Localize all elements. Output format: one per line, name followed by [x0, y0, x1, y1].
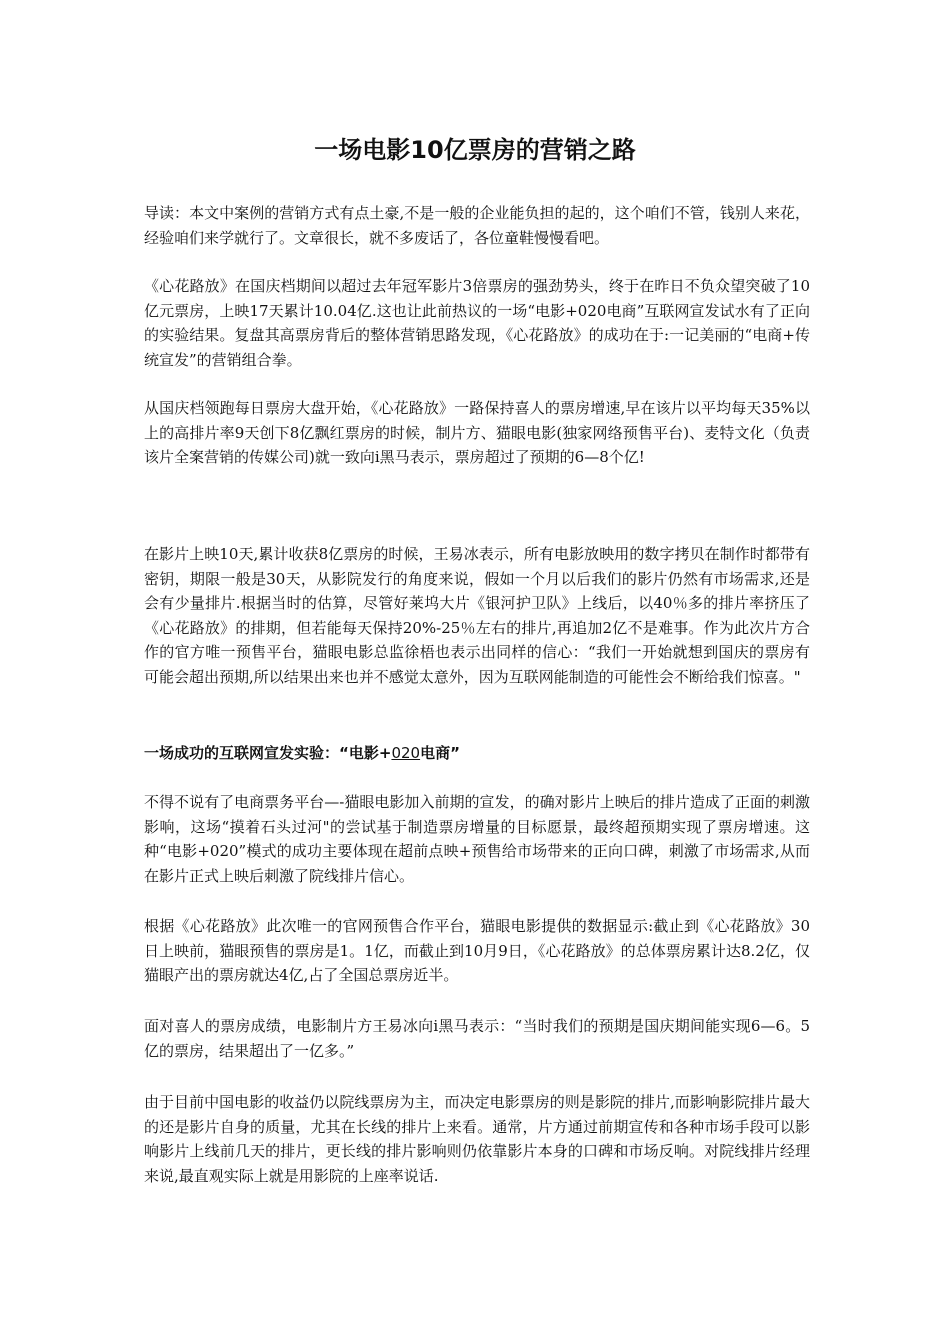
section-heading-prefix: 一场成功的互联网宣发实验：“电影+	[144, 744, 392, 762]
paragraph-7: 由于目前中国电影的收益仍以院线票房为主，而决定电影票房的则是影院的排片,而影响影院排片最大的还是影片自身的质量，尤其在长线的排片上来看。通常，片方通过前期宣传和各种市场手段可以影响影片上线前几天的排片，更长线的排片影响则仍依靠影片本身的口碑和市场反响。对院线排片经理来说,最直观实际上就是用影院的上座率说话.	[144, 1093, 810, 1185]
paragraph-2: 从国庆档领跑每日票房大盘开始，《心花路放》一路保持喜人的票房增速,早在该片以平均每天35%以上的高排片率9天创下8亿飘红票房的时候，制片方、猫眼电影(独家网络预售平台)、麦特文化（负责该片全案营销的传媒公司)就一致向i黑马表示，票房超过了预期的6—8个亿!	[144, 399, 810, 466]
document-title: 一场电影10亿票房的营销之路	[314, 136, 636, 164]
section-heading-suffix: 电商”	[420, 744, 460, 762]
paragraph-1: 《心花路放》在国庆档期间以超过去年冠军影片3倍票房的强劲势头，终于在昨日不负众望突破了10亿元票房，上映17天累计10.04亿.这也让此前热议的一场“电影+020电商”互联网宣发试水有了正向的实验结果。复盘其高票房背后的整体营销思路发现，《心花路放》的成功在于:一记美丽的“电商+传统宣发”的营销组合拳。	[144, 277, 810, 369]
paragraph-6: 面对喜人的票房成绩，电影制片方王易冰向i黑马表示：“当时我们的预期是国庆期间能实现6—6。5亿的票房，结果超出了一亿多。”	[144, 1017, 810, 1060]
intro-paragraph: 导读：本文中案例的营销方式有点土豪,不是一般的企业能负担的起的，这个咱们不管，钱别人来花，经验咱们来学就行了。文章很长，就不多废话了，各位童鞋慢慢看吧。	[144, 204, 810, 247]
paragraph-5: 根据《心花路放》此次唯一的官网预售合作平台，猫眼电影提供的数据显示:截止到《心花路放》30日上映前，猫眼预售的票房是1。1亿，而截止到10月9日，《心花路放》的总体票房累计达8.2亿，仅猫眼产出的票房就达4亿,占了全国总票房近半。	[144, 917, 810, 984]
paragraph-3: 在影片上映10天,累计收获8亿票房的时候，王易冰表示，所有电影放映用的数字拷贝在制作时都带有密钥，期限一般是30天，从影院发行的角度来说，假如一个月以后我们的影片仍然有市场需求,还是会有少量排片.根据当时的估算，尽管好莱坞大片《银河护卫队》上线后，以40％多的排片率挤压了《心花路放》的排期，但若能每天保持20%-25％左右的排片,再追加2亿不是难事。作为此次片方合作的官方唯一预售平台，猫眼电影总监徐梧也表示出同样的信心：“我们一开始就想到国庆的票房有可能会超出预期,所以结果出来也并不感觉太意外，因为互联网能制造的可能性会不断给我们惊喜。"	[144, 545, 810, 686]
section-heading-underlined: 020	[391, 744, 421, 762]
section-heading	[144, 741, 810, 765]
paragraph-4: 不得不说有了电商票务平台—-猫眼电影加入前期的宣发，的确对影片上映后的排片造成了正面的刺激影响，这场“摸着石头过河"的尝试基于制造票房增量的目标愿景，最终超预期实现了票房增速。这种“电影+020”模式的成功主要体现在超前点映+预售给市场带来的正向口碑，刺激了市场需求,从而在影片正式上映后刺激了院线排片信心。	[144, 793, 810, 885]
